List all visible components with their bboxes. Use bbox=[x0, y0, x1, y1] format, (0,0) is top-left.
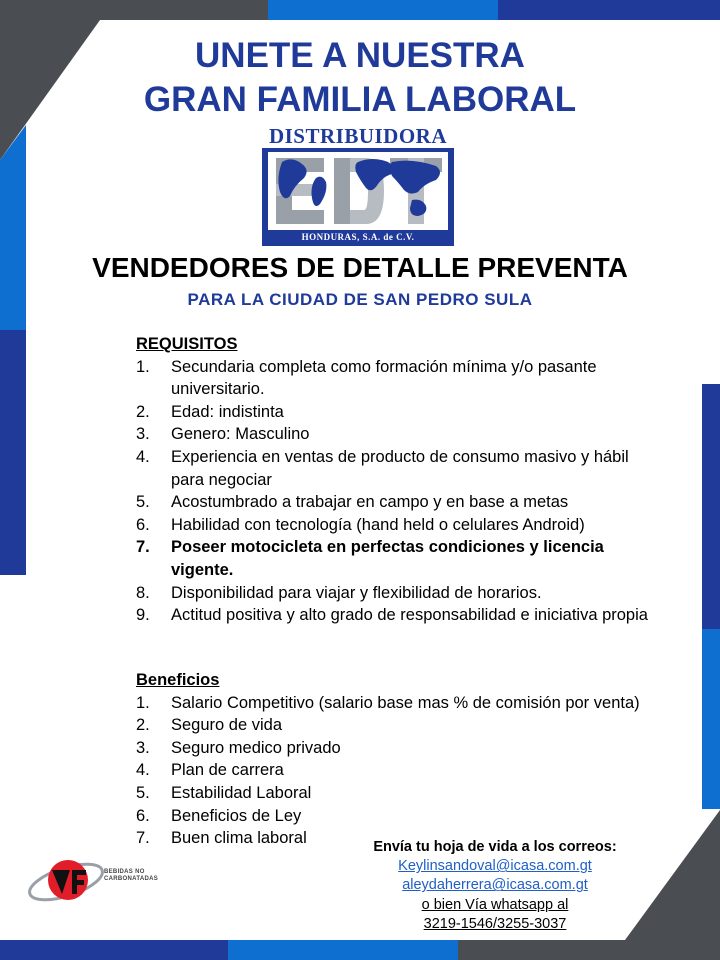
whatsapp-label: o bien Vía whatsapp al bbox=[421, 896, 569, 913]
item-text: Acostumbrado a trabajar en campo y en base a metas bbox=[171, 493, 569, 512]
item-text: Plan de carrera bbox=[171, 761, 284, 780]
list-item bbox=[136, 582, 656, 605]
list-item bbox=[136, 514, 656, 537]
list-item bbox=[136, 536, 656, 581]
list-item bbox=[136, 446, 656, 491]
item-number: 5. bbox=[136, 493, 150, 512]
beneficios-section bbox=[136, 669, 656, 850]
item-text: Experiencia en ventas de producto de consumo masivo y hábil para negociar bbox=[171, 447, 629, 489]
item-number: 7. bbox=[136, 829, 150, 848]
item-number: 9. bbox=[136, 606, 150, 625]
requisitos-section bbox=[136, 333, 656, 627]
item-text: Edad: indistinta bbox=[171, 402, 284, 421]
headline-line-1: UNETE A NUESTRA bbox=[195, 36, 525, 75]
logo-top-text: DISTRIBUIDORA bbox=[268, 124, 448, 148]
item-number: 5. bbox=[136, 783, 150, 802]
list-item bbox=[136, 805, 656, 828]
phone-numbers[interactable]: 3219-1546/3255-3037 bbox=[423, 915, 567, 932]
item-number: 2. bbox=[136, 716, 150, 735]
item-text: Habilidad con tecnología (hand held o celulares Android) bbox=[171, 515, 585, 534]
brand-tagline-2: CARBONATADAS bbox=[104, 876, 159, 882]
job-title: VENDEDORES DE DETALLE PREVENTA bbox=[92, 252, 628, 283]
beneficios-heading: Beneficios bbox=[136, 671, 220, 689]
brand-tagline-1: BEBIDAS NO bbox=[104, 869, 145, 875]
job-city: PARA LA CIUDAD DE SAN PEDRO SULA bbox=[187, 290, 533, 309]
list-item bbox=[136, 782, 656, 805]
list-item bbox=[136, 401, 656, 424]
logo-bottom-text: HONDURAS, S.A. de C.V. bbox=[301, 232, 415, 242]
item-text: Secundaria completa como formación mínima y/o pasante universitario. bbox=[171, 357, 597, 399]
item-number: 6. bbox=[136, 806, 150, 825]
logo-emblem bbox=[262, 148, 454, 246]
list-item bbox=[136, 423, 656, 446]
item-text: Poseer motocicleta en perfectas condiciones y licencia vigente. bbox=[171, 538, 604, 579]
item-text: Actitud positiva y alto grado de responsabilidad e iniciativa propia bbox=[171, 606, 648, 625]
item-number: 6. bbox=[136, 515, 150, 534]
item-text: Seguro medico privado bbox=[171, 738, 341, 757]
item-number: 8. bbox=[136, 583, 150, 602]
item-number: 3. bbox=[136, 738, 150, 757]
list-item bbox=[136, 759, 656, 782]
item-text: Disponibilidad para viajar y flexibilidad de horarios. bbox=[171, 583, 542, 602]
item-text: Estabilidad Laboral bbox=[171, 783, 312, 802]
brand-logo bbox=[26, 852, 176, 910]
item-text: Salario Competitivo (salario base mas % de comisión por venta) bbox=[171, 693, 640, 712]
headline-line-2: GRAN FAMILIA LABORAL bbox=[143, 80, 577, 119]
item-number: 3. bbox=[136, 425, 150, 444]
list-item bbox=[136, 491, 656, 514]
item-number: 2. bbox=[136, 402, 150, 421]
list-item bbox=[136, 604, 656, 627]
vf-logo-icon bbox=[26, 852, 106, 910]
list-item bbox=[136, 692, 656, 715]
email-link-1[interactable]: Keylinsandoval@icasa.com.gt bbox=[398, 858, 592, 875]
item-number: 4. bbox=[136, 447, 150, 466]
list-item bbox=[136, 356, 656, 401]
email-link-2[interactable]: aleydaherrera@icasa.com.gt bbox=[402, 877, 588, 894]
item-number: 1. bbox=[136, 693, 150, 712]
list-item bbox=[136, 714, 656, 737]
contact-block bbox=[352, 838, 638, 934]
item-text: Beneficios de Ley bbox=[171, 806, 302, 825]
item-number: 1. bbox=[136, 357, 150, 376]
item-text: Buen clima laboral bbox=[171, 829, 307, 848]
item-text: Seguro de vida bbox=[171, 716, 282, 735]
item-number: 4. bbox=[136, 761, 150, 780]
item-text: Genero: Masculino bbox=[171, 425, 310, 444]
requisitos-heading: REQUISITOS bbox=[136, 335, 238, 353]
item-number: 7. bbox=[136, 538, 150, 557]
company-logo bbox=[258, 124, 458, 248]
contact-lead: Envía tu hoja de vida a los correos: bbox=[373, 839, 617, 855]
list-item bbox=[136, 737, 656, 760]
brand-tagline bbox=[104, 869, 158, 883]
